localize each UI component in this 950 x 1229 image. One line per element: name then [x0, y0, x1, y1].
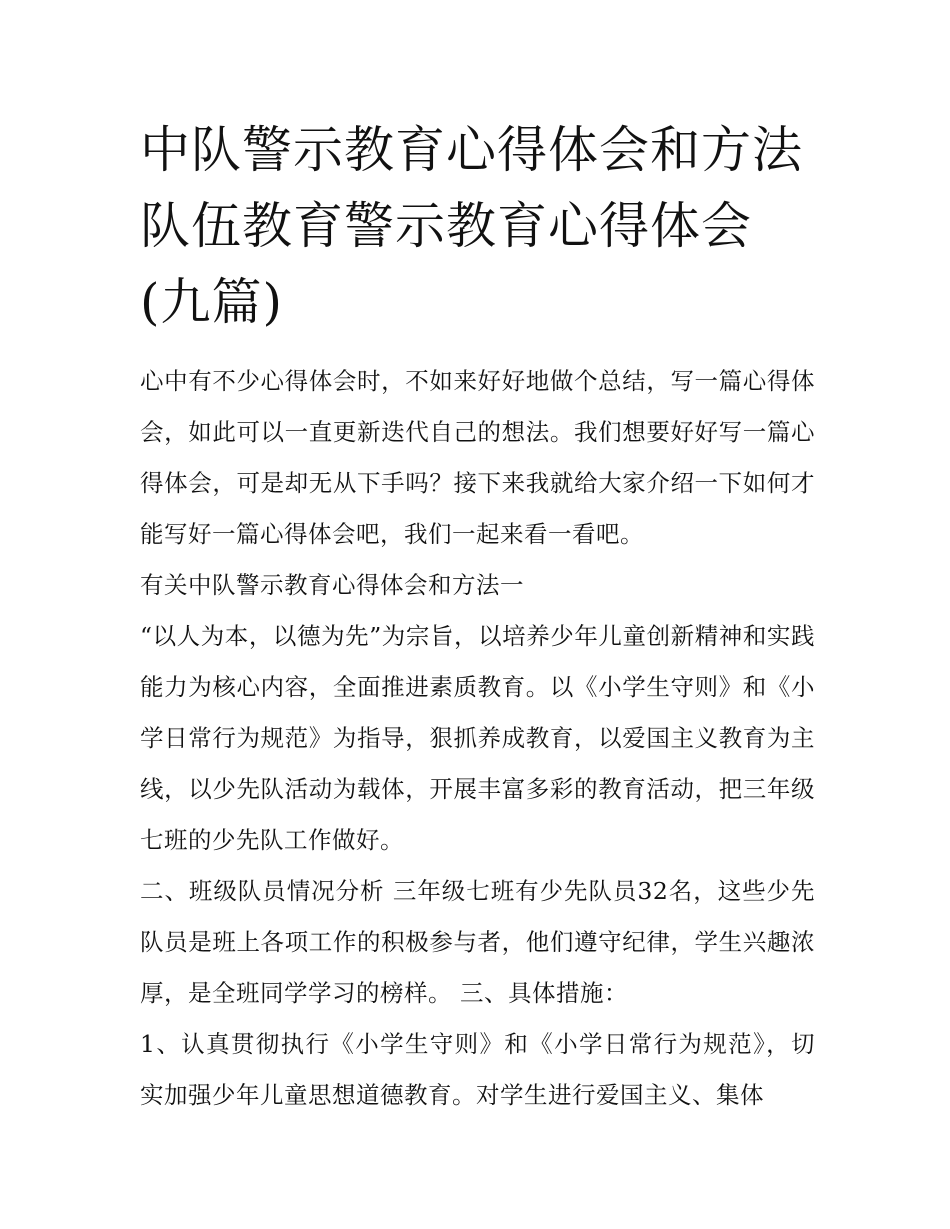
intro-paragraph: 心中有不少心得体会时，不如来好好地做个总结，写一篇心得体会，如此可以一直更新迭代自己的想法。我们想要好好写一篇心得体会，可是却无从下手吗？接下来我就给大家介绍一下如何才能写好一篇心得体会吧，我们一起来看一看吧。 [140, 367, 815, 548]
section-heading: 有关中队警示教育心得体会和方法一 [140, 571, 524, 599]
document-title: 中队警示教育心得体会和方法 队伍教育警示教育心得体会(九篇) [140, 121, 803, 331]
body-paragraph: 1、认真贯彻执行《小学生守则》和《小学日常行为规范》，切实加强少年儿童思想道德教育。对学生进行爱国主义、集体 [140, 1030, 815, 1109]
document-body [140, 356, 815, 1121]
body-paragraph: “以人为本，以德为先”为宗旨，以培养少年儿童创新精神和实践能力为核心内容，全面推进素质教育。以《小学生守则》和《小学日常行为规范》为指导，狠抓养成教育，以爱国主义教育为主线，以少先队活动为载体，开展丰富多彩的教育活动，把三年级七班的少先队工作做好。 [140, 622, 815, 854]
body-paragraph: 二、班级队员情况分析 三年级七班有少先队员32名，这些少先队员是班上各项工作的积极参与者，他们遵守纪律，学生兴趣浓厚，是全班同学学习的榜样。 三、具体措施： [140, 877, 815, 1007]
